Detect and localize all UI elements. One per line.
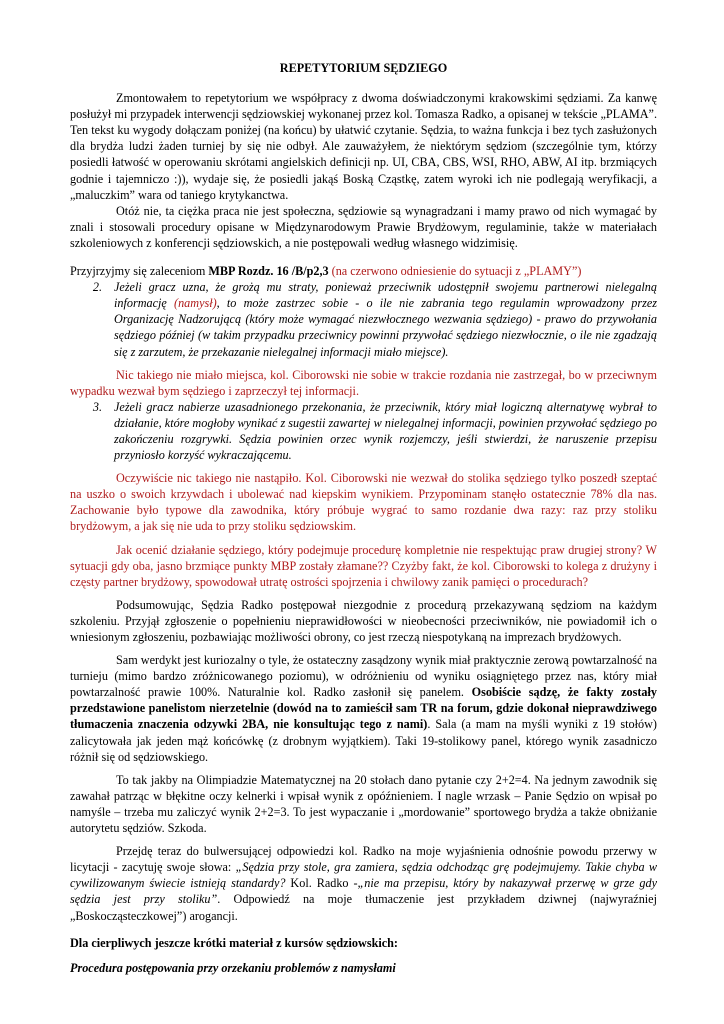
comment-question: Jak ocenić działanie sędziego, który podejmuje procedurę kompletnie nie respektując praw drugiej strony? W sytuacji gdy oba, jasno brzmiące punkty MBP zostały złamane?? Czyżby fakt, że kol. Ciborowski to kolega z drużyny i częsty partner brydżowy, spowodował utratę ostrości spojrzenia i chwilowy zanik pamięci o procedurach? xyxy=(70,542,657,589)
verdict-text: Sam werdykt jest kuriozalny o tyle, że ostateczny zasądzony wynik miał praktycznie zerową powtarzalność na turnieju (mimo bardzo zróżnicowanego poziomu), w odróżnieniu od wyniku osiągniętego przez nas, który miał powtarzalność prawie 100%. Naturalnie kol. Radko zasłonił się panelem. xyxy=(70,653,657,700)
rules-lead xyxy=(70,263,657,279)
paragraph-verdict xyxy=(70,652,657,765)
verdict-emphasis: Osobiście sądzę, że fakty zostały przedstawione panelistom nierzetelnie (dowód na to zamieścił sam TR na forum, gdzie dokonał nieprawdziwego tłumaczenia znaczenia odzywki 2BA, nie konsultując tego z nami) xyxy=(70,685,657,732)
comment-rule-3: Oczywiście nic takiego nie nastąpiło. Kol. Ciborowski nie wezwał do stolika sędziego tylko poszedł szeptać na uszko o swoich krzywdach i ubolewać nad kiepskim wynikiem. Przypominam stanęło ostatecznie 78% dla nas. Zachowanie było typowe dla zawodnika, który próbuje wygrać to samo rozdanie dwa razy: raz przy stoliku brydżowym, a jak się nie uda to przy stoliku sędziowskim. xyxy=(70,471,657,534)
rule-text-part: , to może zastrzec sobie - o ile nie zabrania tego regulamin wprowadzony przez Organizację Nadzorującą (który może wymagać niezwłocznego wezwania sędziego) - prawo do przywołania sędziego później (w takim przypadku przeciwnicy powinni przywołać sędziego niezwłocznie, o ile nie zgadzają się z zarzutem, że przekazanie nielegalnej informacji miało miejsce). xyxy=(114,296,657,359)
rule-text: Jeżeli gracz nabierze uzasadnionego przekonania, że przeciwnik, który miał logiczną alternatywę wybrał to działanie, które mogłoby wynikać z sugestii zawartej w nielegalnej informacji, powinien przywołać sędziego po zakończeniu rozgrywki. Sędzia powinien orzec wynik rozjemczy, jeśli stwierdzi, że naruszenie przepisu przyniosło korzyść wykraczającemu. xyxy=(114,399,657,463)
rule-number: 2. xyxy=(92,280,102,295)
section-subheading: Procedura postępowania przy orzekaniu problemów z namysłami xyxy=(70,960,396,975)
paragraph-intro: Zmontowałem to repetytorium we współpracy z dwoma doświadczonymi krakowskimi sędziami. Za kanwę posłużył mi przypadek interwencji sędziowskiej wykonanej przez kol. Tomasza Radko, a opisanej w tekście „PLAMA”. Ten tekst ku wygody dołączam poniżej (na końcu) by ułatwić czytanie. Sędzia, to ważna funkcja i bez tych zasłużonych dla brydża ludzi żaden turniej by się nie odbył. Ale zauważyłem, że niektórym sędziom (szczególnie tym, którzy posiedli łatwość w operowaniu skrótami angielskich definicji np. UI, CBA, CBS, WSI, RHO, ABW, AI itp. brzmiących godnie i tajemniczo :)), wydaje się, że posiedli jakąś Boską Cząstkę, zatem wyroki ich nie podlegają weryfikacji, a „maluczkim” wara od taniego krytykanctwa. xyxy=(70,91,657,202)
paragraph-obligations: Otóż nie, ta ciężka praca nie jest społeczna, sędziowie są wynagradzani i mamy prawo od nich wymagać by znali i stosowali procedury opisane w Międzynarodowym Prawie Brydżowym, regulaminie, także w materiałach szkoleniowych z konferencji sędziowskich, a nie postępowali według własnego widzimisię. xyxy=(70,203,657,250)
paragraph-olympiad: To tak jakby na Olimpiadzie Matematycznej na 20 stołach dano pytanie czy 2+2=4. Na jednym zawodnik się zawahał patrząc w błękitne oczy kelnerki i wpisał wynik z opóźnieniem. I nagle wrzask – Panie Sędzio on wpisał po namyśle – trzeba mu zaliczyć wynik 2+2=3. To jest wypaczanie i „mordowanie” sportowego brydża a także obniżanie autorytetu sędziów. Szkoda. xyxy=(70,772,657,836)
rules-lead-text: Przyjrzyjmy się zaleceniom xyxy=(70,264,209,279)
rule-number: 3. xyxy=(92,399,102,414)
document-page xyxy=(70,60,657,976)
document-title: REPETYTORIUM SĘDZIEGO xyxy=(279,61,448,75)
response-quote: „nie ma przepisu, który by nakazywał przerwę w grze gdy sędzia jest przy stoliku” xyxy=(70,876,657,907)
rule-text xyxy=(114,279,657,359)
rule-item-3 xyxy=(70,399,657,463)
response-quote: „Sędzia przy stole, gra zamiera, sędzia odchodząc grę podejmujemy. Takie chyba w cywilizowanym świecie istnieją standardy? xyxy=(70,860,657,891)
paragraph-summary: Podsumowując, Sędzia Radko postępował niezgodnie z procedurą przekazywaną sędziom na każdym szkoleniu. Przyjął zgłoszenie o popełnieniu nieprawidłowości w nieobecności przeciwników, nie powiadomił ich o wniesionym zgłoszeniu, pozbawiając możliwości obrony, co jest rzeczą niespotykaną na imprezach brydżowych. xyxy=(70,597,657,644)
rule-item-2 xyxy=(70,279,657,359)
paragraph-response xyxy=(70,843,657,923)
rule-annotation: (namysł) xyxy=(174,296,217,311)
rules-reference: MBP Rozdz. 16 /B/p2,3 xyxy=(208,264,329,279)
rules-lead-note: (na czerwono odniesienie do sytuacji z „PLAMY”) xyxy=(328,264,582,279)
response-text: . Odpowiedź na moje tłumaczenie jest przykładem dziwnej (najwyraźniej „Boskocząsteczkowej”) arogancji. xyxy=(70,892,657,923)
comment-rule-2: Nic takiego nie miało miejsca, kol. Ciborowski nie sobie w trakcie rozdania nie zastrzegał, bo w przeciwnym wypadku wezwał bym sędziego i zaprzeczył tej informacji. xyxy=(70,367,657,398)
response-text: Przejdę teraz do bulwersującej odpowiedzi kol. Radko na moje wyjaśnienia odnośnie powodu przerwy w licytacji - zacytuję swoje słowa: xyxy=(70,844,657,875)
response-text: Kol. Radko - xyxy=(285,876,358,891)
rule-text-part: Jeżeli gracz uzna, że grożą mu straty, ponieważ przeciwnik udostępnił swojemu partnerowi nielegalną informację xyxy=(114,280,657,311)
section-heading: Dla cierpliwych jeszcze krótki materiał z kursów sędziowskich: xyxy=(70,935,398,950)
verdict-text: . Sala (a mam na myśli wyniki z 19 stołów) zalicytowała jak jeden mąż końcówkę (z drobnym wyjątkiem). Taki 19-stolikowy panel, którego wynik zasadniczo różnił się od sędziowskiego. xyxy=(70,717,657,764)
